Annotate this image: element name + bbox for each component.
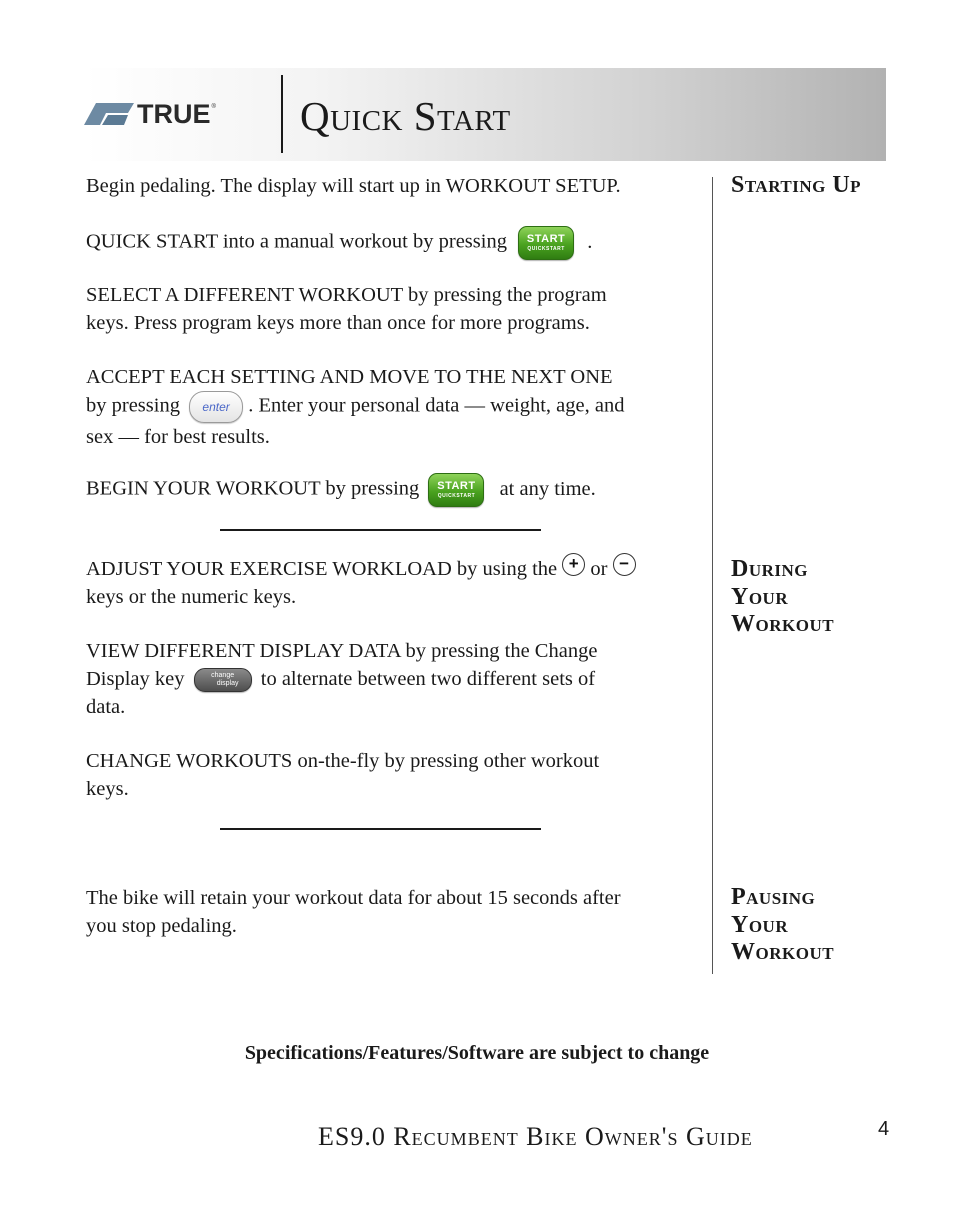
text-line: ACCEPT EACH SETTING AND MOVE TO THE NEXT ONE (86, 366, 613, 388)
section-separator (220, 828, 541, 830)
paragraph-accept-setting (86, 363, 624, 451)
section-separator (220, 529, 541, 531)
column-divider (712, 177, 713, 974)
page-number: 4 (878, 1118, 890, 1140)
text-line: keys. Press program keys more than once for more programs. (86, 312, 590, 334)
start-key-sublabel: QUICKSTART (437, 493, 476, 499)
paragraph-begin-workout (86, 473, 596, 507)
page-title: Quick Start (300, 93, 511, 139)
start-key-icon (518, 226, 574, 260)
paragraph-display-data (86, 637, 597, 721)
text-line: keys or the numeric keys. (86, 586, 297, 608)
text-segment: . (587, 230, 593, 253)
true-logo-icon (84, 103, 134, 125)
minus-key-icon: − (613, 553, 636, 576)
text-line: CHANGE WORKOUTS on-the-fly by pressing other workout (86, 750, 600, 772)
paragraph-change-workouts (86, 747, 599, 803)
heading-pausing-workout (731, 884, 834, 967)
text-line: keys. (86, 778, 129, 800)
heading-line: Pausing (731, 884, 816, 910)
paragraph-select-workout (86, 281, 607, 337)
heading-during-workout (731, 556, 834, 639)
text-line: data. (86, 696, 126, 718)
text-line: sex — for best results. (86, 426, 270, 448)
text-segment: BEGIN YOUR WORKOUT by pressing (86, 477, 420, 500)
start-key-label: START (526, 233, 566, 245)
heading-line: Your (731, 911, 789, 938)
text-segment: . Enter your personal data — weight, age, and (248, 394, 625, 417)
heading-line: Your (731, 583, 789, 610)
change-display-key-icon (194, 668, 252, 692)
plus-key-icon: + (562, 553, 585, 576)
true-logo (84, 99, 216, 129)
footer-guide-title: ES9.0 Recumbent Bike Owner's Guide (318, 1122, 753, 1151)
text-segment: to alternate between two different sets of (260, 668, 596, 690)
text-segment: at any time. (499, 477, 596, 500)
start-key-label: START (437, 480, 476, 492)
heading-starting-up (731, 172, 861, 200)
specifications-notice: Specifications/Features/Software are subject to change (244, 1042, 710, 1064)
paragraph-begin-pedaling: Begin pedaling. The display will start up in WORKOUT SETUP. (86, 175, 621, 197)
text-line: SELECT A DIFFERENT WORKOUT by pressing the program (86, 284, 607, 306)
text-segment: by pressing (86, 394, 180, 417)
text-segment: or (590, 558, 608, 580)
paragraph-quick-start (86, 226, 592, 260)
text-line: you stop pedaling. (86, 915, 237, 937)
text-line: The bike will retain your workout data for about 15 seconds after (86, 887, 621, 909)
title-divider (281, 75, 283, 153)
heading-line: Starting Up (731, 172, 862, 198)
text-segment: Display key (86, 668, 185, 690)
change-key-label: change (211, 672, 235, 680)
trademark-mark: ® (211, 104, 216, 110)
brand-wordmark: TRUE (137, 99, 211, 129)
enter-key-icon: enter (189, 391, 243, 423)
paragraph-pausing (86, 884, 621, 940)
paragraph-adjust-workload (86, 555, 636, 611)
text-segment: QUICK START into a manual workout by pressing (86, 230, 507, 253)
text-line: VIEW DIFFERENT DISPLAY DATA by pressing the Change (86, 640, 598, 662)
heading-line: Workout (731, 611, 835, 637)
heading-line: Workout (731, 939, 835, 965)
text-segment: ADJUST YOUR EXERCISE WORKLOAD by using the (86, 558, 558, 580)
start-key-icon (428, 473, 484, 507)
heading-line: During (731, 556, 809, 582)
change-key-label: display (216, 680, 239, 688)
start-key-sublabel: QUICKSTART (527, 246, 565, 252)
